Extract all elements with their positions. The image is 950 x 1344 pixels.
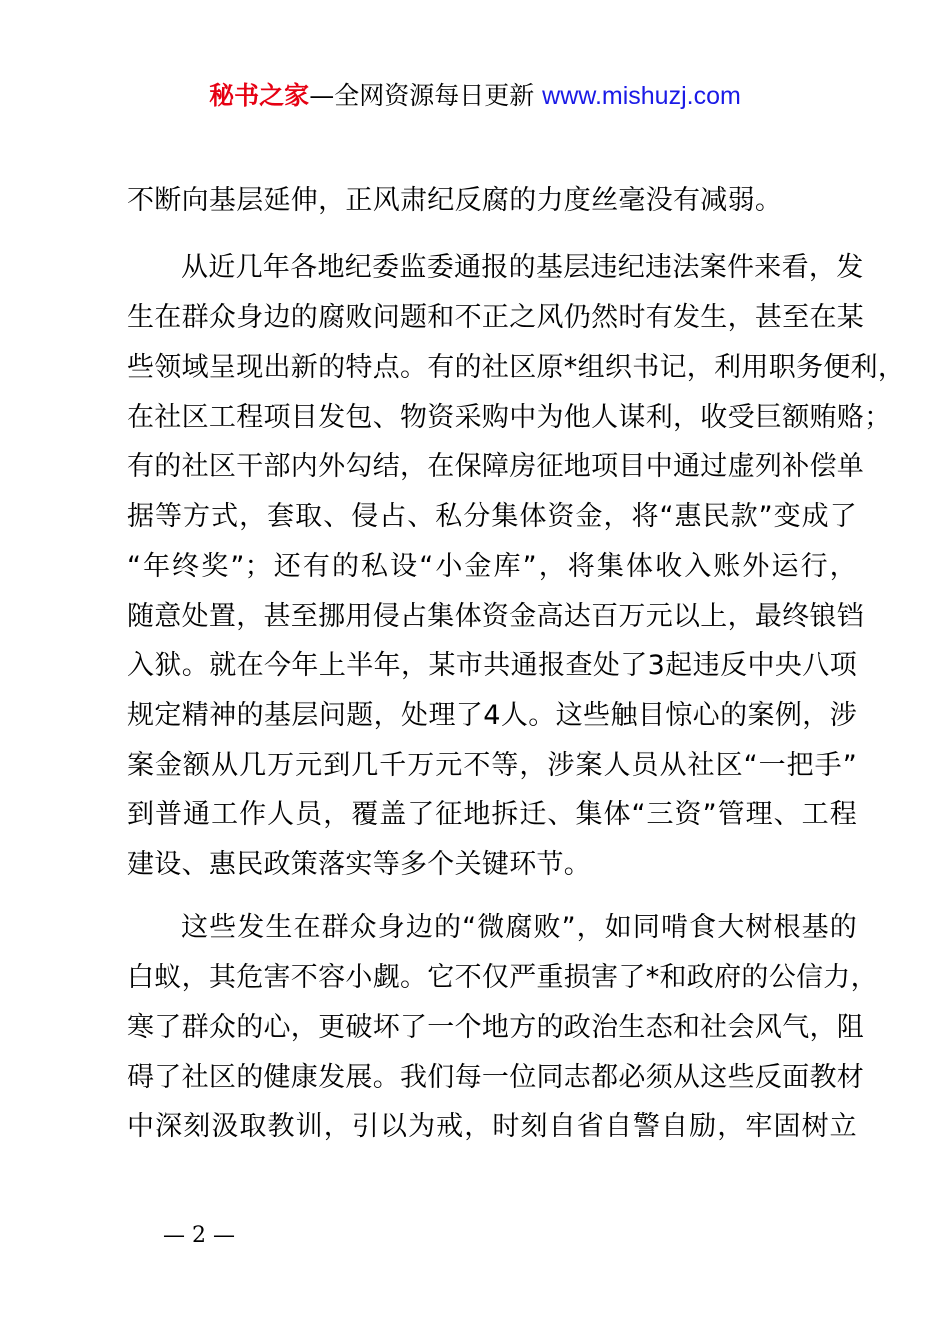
text-line: 寒了群众的心，更破坏了一个地方的政治生态和社会风气，阻 xyxy=(127,1012,865,1043)
text-line: 规定精神的基层问题，处理了4人。这些触目惊心的案例，涉 xyxy=(127,700,857,731)
text-line: 入狱。就在今年上半年，某市共通报查处了3起违反中央八项 xyxy=(127,650,857,681)
text-line: 建设、惠民政策落实等多个关键环节。 xyxy=(127,849,592,880)
text-line: 据等方式，套取、侵占、私分集体资金，将“惠民款”变成了 xyxy=(127,501,857,532)
text-line: 些领域呈现出新的特点。有的社区原*组织书记，利用职务便利， xyxy=(127,352,906,383)
text-line: “年终奖”；还有的私设“小金库”，将集体收入账外运行， xyxy=(127,551,857,582)
paragraph-first-line: 从近几年各地纪委监委通报的基层违纪违法案件来看，发 xyxy=(181,252,864,283)
site-url-link[interactable]: www.mishuzj.com xyxy=(542,82,741,110)
text-line: 有的社区干部内外勾结，在保障房征地项目中通过虚列补偿单 xyxy=(127,451,865,482)
brand-name: 秘书之家 xyxy=(209,81,310,110)
text-line: 随意处置，甚至挪用侵占集体资金高达百万元以上，最终锒铛 xyxy=(127,601,865,632)
text-line: 在社区工程项目发包、物资采购中为他人谋利，收受巨额贿赂； xyxy=(127,402,892,433)
site-header xyxy=(0,78,950,114)
page-number: — 2 — xyxy=(163,1223,235,1248)
text-line: 白蚁，其危害不容小觑。它不仅严重损害了*和政府的公信力， xyxy=(127,962,878,993)
text-line: 不断向基层延伸，正风肃纪反腐的力度丝毫没有减弱。 xyxy=(127,185,783,216)
header-tagline: —全网资源每日更新 xyxy=(309,81,535,110)
text-line: 中深刻汲取教训，引以为戒，时刻自省自警自励，牢固树立 xyxy=(127,1111,857,1142)
text-line: 生在群众身边的腐败问题和不正之风仍然时有发生，甚至在某 xyxy=(127,302,865,333)
paragraph-first-line: 这些发生在群众身边的“微腐败”，如同啃食大树根基的 xyxy=(181,912,857,943)
text-line: 案金额从几万元到几千万元不等，涉案人员从社区“一把手” xyxy=(127,750,857,781)
text-line: 碍了社区的健康发展。我们每一位同志都必须从这些反面教材 xyxy=(127,1062,865,1093)
text-line: 到普通工作人员，覆盖了征地拆迁、集体“三资”管理、工程 xyxy=(127,799,857,830)
